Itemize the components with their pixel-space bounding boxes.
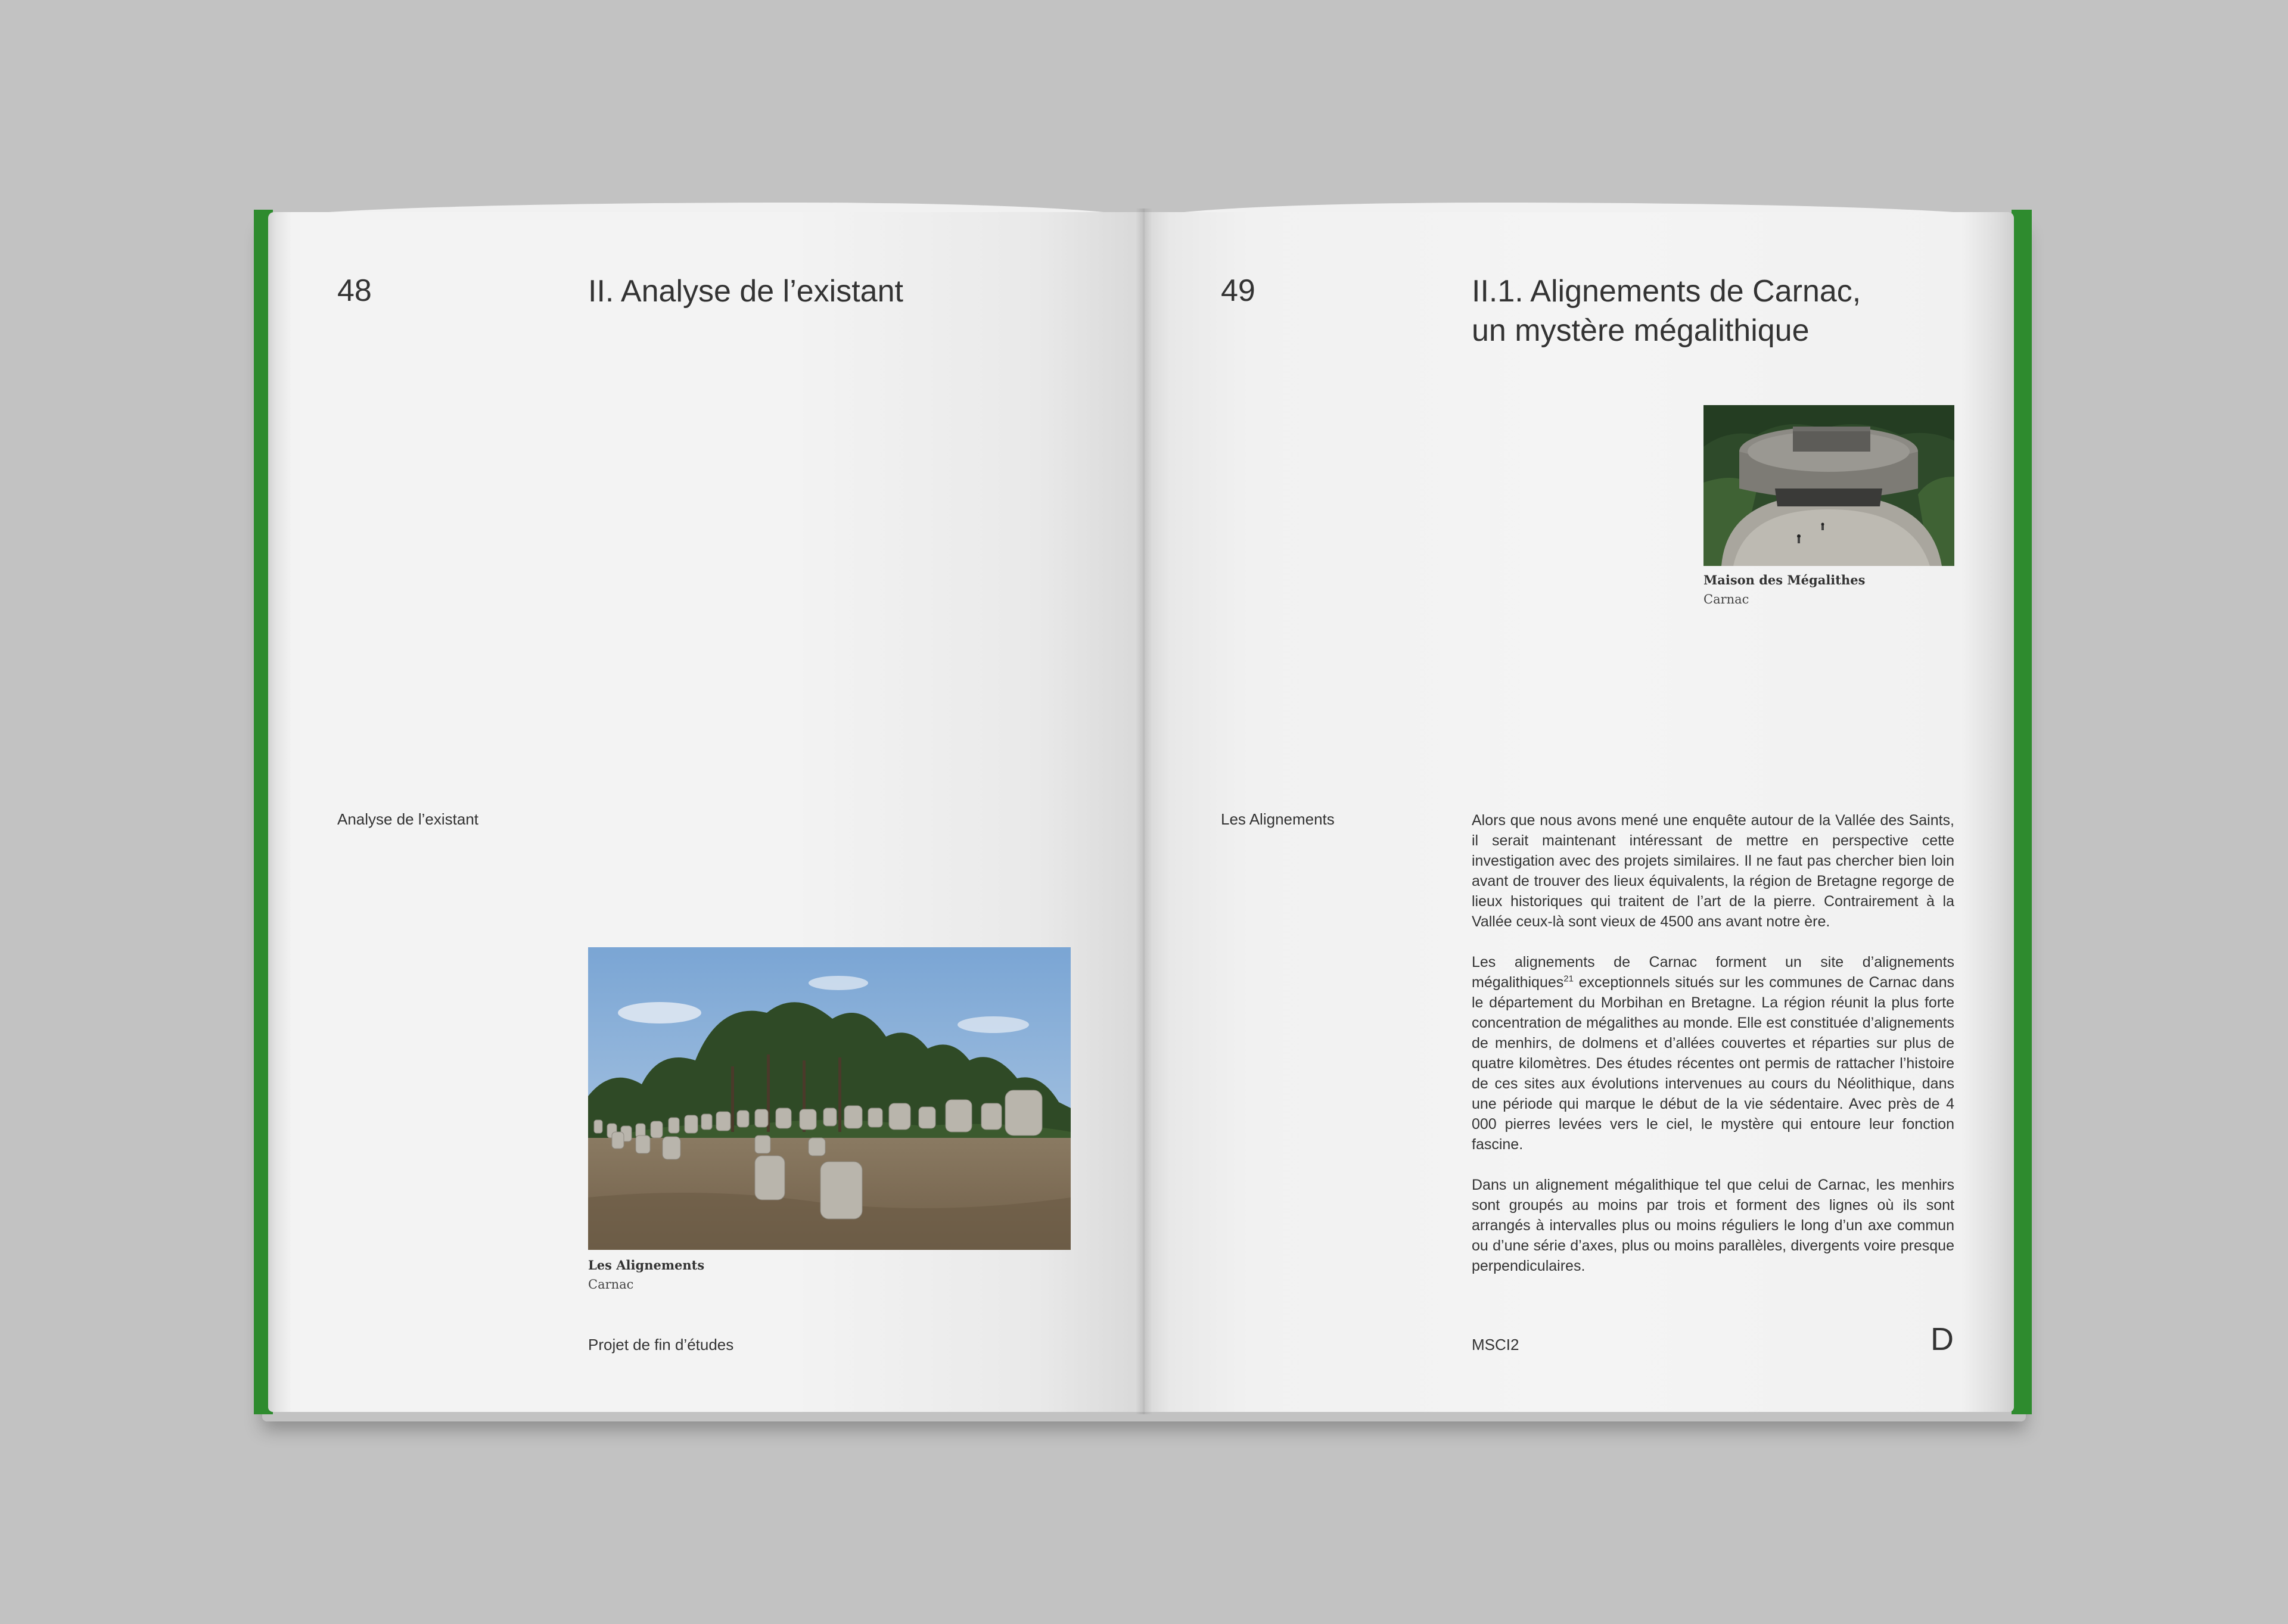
page-number: 48	[337, 273, 372, 308]
book-spine	[1136, 209, 1152, 1414]
photo-caption-subtitle: Carnac	[1703, 592, 1749, 606]
corner-letter: D	[1930, 1321, 1954, 1357]
body-text	[1472, 810, 1954, 1296]
photo-caption-title: Maison des Mégalithes	[1703, 573, 1866, 587]
left-page	[268, 212, 1144, 1412]
footer-text: Projet de fin d’études	[588, 1336, 734, 1354]
right-page	[1144, 212, 2014, 1412]
side-label: Analyse de l’existant	[337, 810, 479, 828]
photo-caption-title: Les Alignements	[588, 1258, 705, 1273]
cover-edge-right	[2012, 210, 2032, 1414]
paragraph-1: Alors que nous avons mené une enquête autour de la Vallée des Saints, il serait maintenant intéressant de mettre en perspective cette investigation avec des projets similaires. Il ne faut pas chercher bien loin avant de trouver des lieux équivalents, la région de Bretagne regorge de lieux historiques qui traitent de l’art de la pierre. Contrairement à la Vallée ceux-là sont vieux de 4500 ans avant notre ère.	[1472, 812, 1954, 930]
photo-caption-subtitle: Carnac	[588, 1277, 634, 1292]
paragraph-3: Dans un alignement mégalithique tel que celui de Carnac, les menhirs sont groupés au moins par trois et forment des lignes où ils sont arrangés à intervalles plus ou moins réguliers le long d’un axe commun ou d’une série d’axes, plus ou moins parallèles, divergents voire presque perpendiculaires.	[1472, 1177, 1954, 1274]
section-title	[1472, 272, 1925, 350]
footnote-reference: 21	[1563, 973, 1574, 984]
chapter-title: II. Analyse de l’existant	[588, 274, 903, 309]
page-number: 49	[1221, 273, 1255, 308]
paragraph-2	[1472, 952, 1954, 1155]
alignements-photo	[588, 947, 1071, 1250]
maison-des-megalithes-photo	[1703, 405, 1954, 566]
side-label: Les Alignements	[1221, 810, 1335, 828]
paragraph-2-after-note: exceptionnels situés sur les communes de Carnac dans le département du Morbihan en Bretagne. La région réunit la plus forte concentration de mégalithes au monde. Elle est constituée d’alignements de menhirs, de dolmens et d’allées couvertes et réparties sur plus de quatre kilomètres. Des études récentes ont permis de rattacher l’histoire de ces sites aux évolutions intervenues au cours du Néolithique, dans une période qui marque le début de la vie sédentaire. Avec près de 4 000 pierres levées vers le ciel, le mystère qui entoure leur fonction fascine.	[1472, 974, 1954, 1153]
section-title-line-1: II.1. Alignements de Carnac,	[1472, 274, 1861, 309]
paragraph-2-before-note: Les alignements de Carnac forment un site d’alignements mégalithiques	[1472, 954, 1954, 991]
section-title-line-2: un mystère mégalithique	[1472, 313, 1810, 348]
footer-text: MSCI2	[1472, 1336, 1519, 1354]
